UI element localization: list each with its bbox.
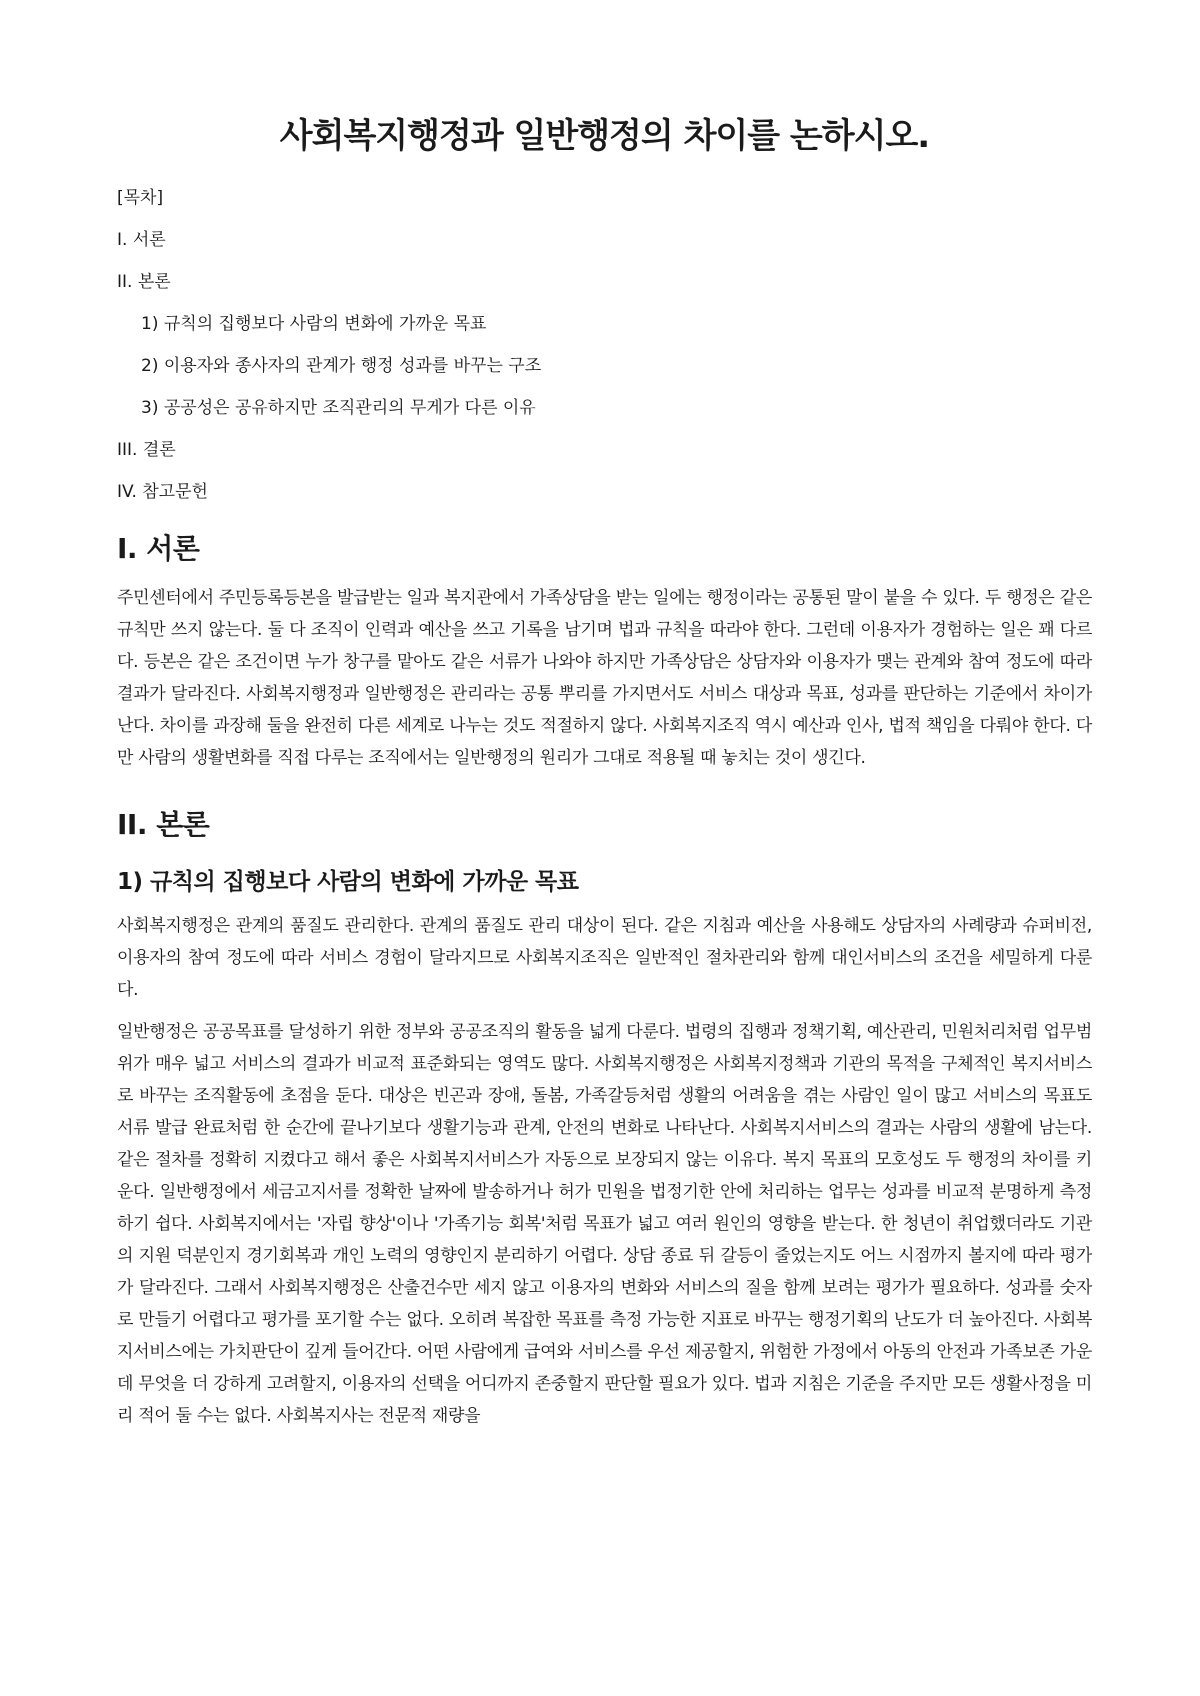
section-heading-intro: I. 서론	[117, 532, 200, 565]
subsection-heading-1: 1) 규칙의 집행보다 사람의 변화에 가까운 목표	[117, 869, 579, 895]
document-page	[117, 112, 1092, 1442]
toc-item-body-sub2: 2) 이용자와 종사자의 관계가 행정 성과를 바꾸는 구조	[141, 356, 542, 376]
toc-item-body-sub1: 1) 규칙의 집행보다 사람의 변화에 가까운 목표	[141, 314, 487, 334]
document-title: 사회복지행정과 일반행정의 차이를 논하시오.	[279, 116, 930, 156]
intro-paragraph: 주민센터에서 주민등록등본을 발급받는 일과 복지관에서 가족상담을 받는 일에는 행정이라는 공통된 말이 붙을 수 있다. 두 행정은 같은 규칙만 쓰지 않는다. 둘 다 조직이 인력과 예산을 쓰고 기록을 남기며 법과 규칙을 따라야 한다. 그런데 이용자가 경험하는 일은 꽤 다르다. 등본은 같은 조건이면 누가 창구를 맡아도 같은 서류가 나와야 하지만 가족상담은 상담자와 이용자가 맺는 관계와 참여 정도에 따라 결과가 달라진다. 사회복지행정과 일반행정은 관리라는 공통 뿌리를 가지면서도 서비스 대상과 목표, 성과를 판단하는 기준에서 차이가 난다. 차이를 과장해 둘을 완전히 다른 세계로 나누는 것도 적절하지 않다. 사회복지조직 역시 예산과 인사, 법적 책임을 다뤄야 한다. 다만 사람의 생활변화를 직접 다루는 조직에서는 일반행정의 원리가 그대로 적용될 때 놓치는 것이 생긴다.	[117, 588, 1092, 768]
toc-item-body-sub3: 3) 공공성은 공유하지만 조직관리의 무게가 다른 이유	[141, 398, 536, 418]
section-spacer	[117, 784, 1092, 802]
toc-item-conclusion: III. 결론	[117, 440, 176, 460]
toc-item-references: IV. 참고문헌	[117, 482, 208, 502]
toc-item-intro: I. 서론	[117, 230, 166, 250]
toc-heading: [목차]	[117, 188, 164, 208]
table-of-contents	[117, 186, 1092, 504]
subsection-1-paragraph-1: 사회복지행정은 관계의 품질도 관리한다. 관계의 품질도 관리 대상이 된다. 같은 지침과 예산을 사용해도 상담자의 사례량과 슈퍼비전, 이용자의 참여 정도에 따라 서비스 경험이 달라지므로 사회복지조직은 일반적인 절차관리와 함께 대인서비스의 조건을 세밀하게 다룬다.	[117, 916, 1092, 1000]
section-heading-body: II. 본론	[117, 808, 210, 841]
toc-item-body: II. 본론	[117, 272, 171, 292]
subsection-1-paragraph-2: 일반행정은 공공목표를 달성하기 위한 정부와 공공조직의 활동을 넓게 다룬다. 법령의 집행과 정책기획, 예산관리, 민원처리처럼 업무범위가 매우 넓고 서비스의 결과가 비교적 표준화되는 영역도 많다. 사회복지행정은 사회복지정책과 기관의 목적을 구체적인 복지서비스로 바꾸는 조직활동에 초점을 둔다. 대상은 빈곤과 장애, 돌봄, 가족갈등처럼 생활의 어려움을 겪는 사람인 일이 많고 서비스의 목표도 서류 발급 완료처럼 한 순간에 끝나기보다 생활기능과 관계, 안전의 변화로 나타난다. 사회복지서비스의 결과는 사람의 생활에 남는다. 같은 절차를 정확히 지켰다고 해서 좋은 사회복지서비스가 자동으로 보장되지 않는 이유다. 복지 목표의 모호성도 두 행정의 차이를 키운다. 일반행정에서 세금고지서를 정확한 날짜에 발송하거나 허가 민원을 법정기한 안에 처리하는 업무는 성과를 비교적 분명하게 측정하기 쉽다. 사회복지에서는 '자립 향상'이나 '가족기능 회복'처럼 목표가 넓고 여러 원인의 영향을 받는다. 한 청년이 취업했더라도 기관의 지원 덕분인지 경기회복과 개인 노력의 영향인지 분리하기 어렵다. 상담 종료 뒤 갈등이 줄었는지도 어느 시점까지 볼지에 따라 평가가 달라진다. 그래서 사회복지행정은 산출건수만 세지 않고 이용자의 변화와 서비스의 질을 함께 보려는 평가가 필요하다. 성과를 숫자로 만들기 어렵다고 평가를 포기할 수는 없다. 오히려 복잡한 목표를 측정 가능한 지표로 바꾸는 행정기획의 난도가 더 높아진다. 사회복지서비스에는 가치판단이 깊게 들어간다. 어떤 사람에게 급여와 서비스를 우선 제공할지, 위험한 가정에서 아동의 안전과 가족보존 가운데 무엇을 더 강하게 고려할지, 이용자의 선택을 어디까지 존중할지 판단할 필요가 있다. 법과 지침은 기준을 주지만 모든 생활사정을 미리 적어 둘 수는 없다. 사회복지사는 전문적 재량을	[117, 1022, 1092, 1426]
